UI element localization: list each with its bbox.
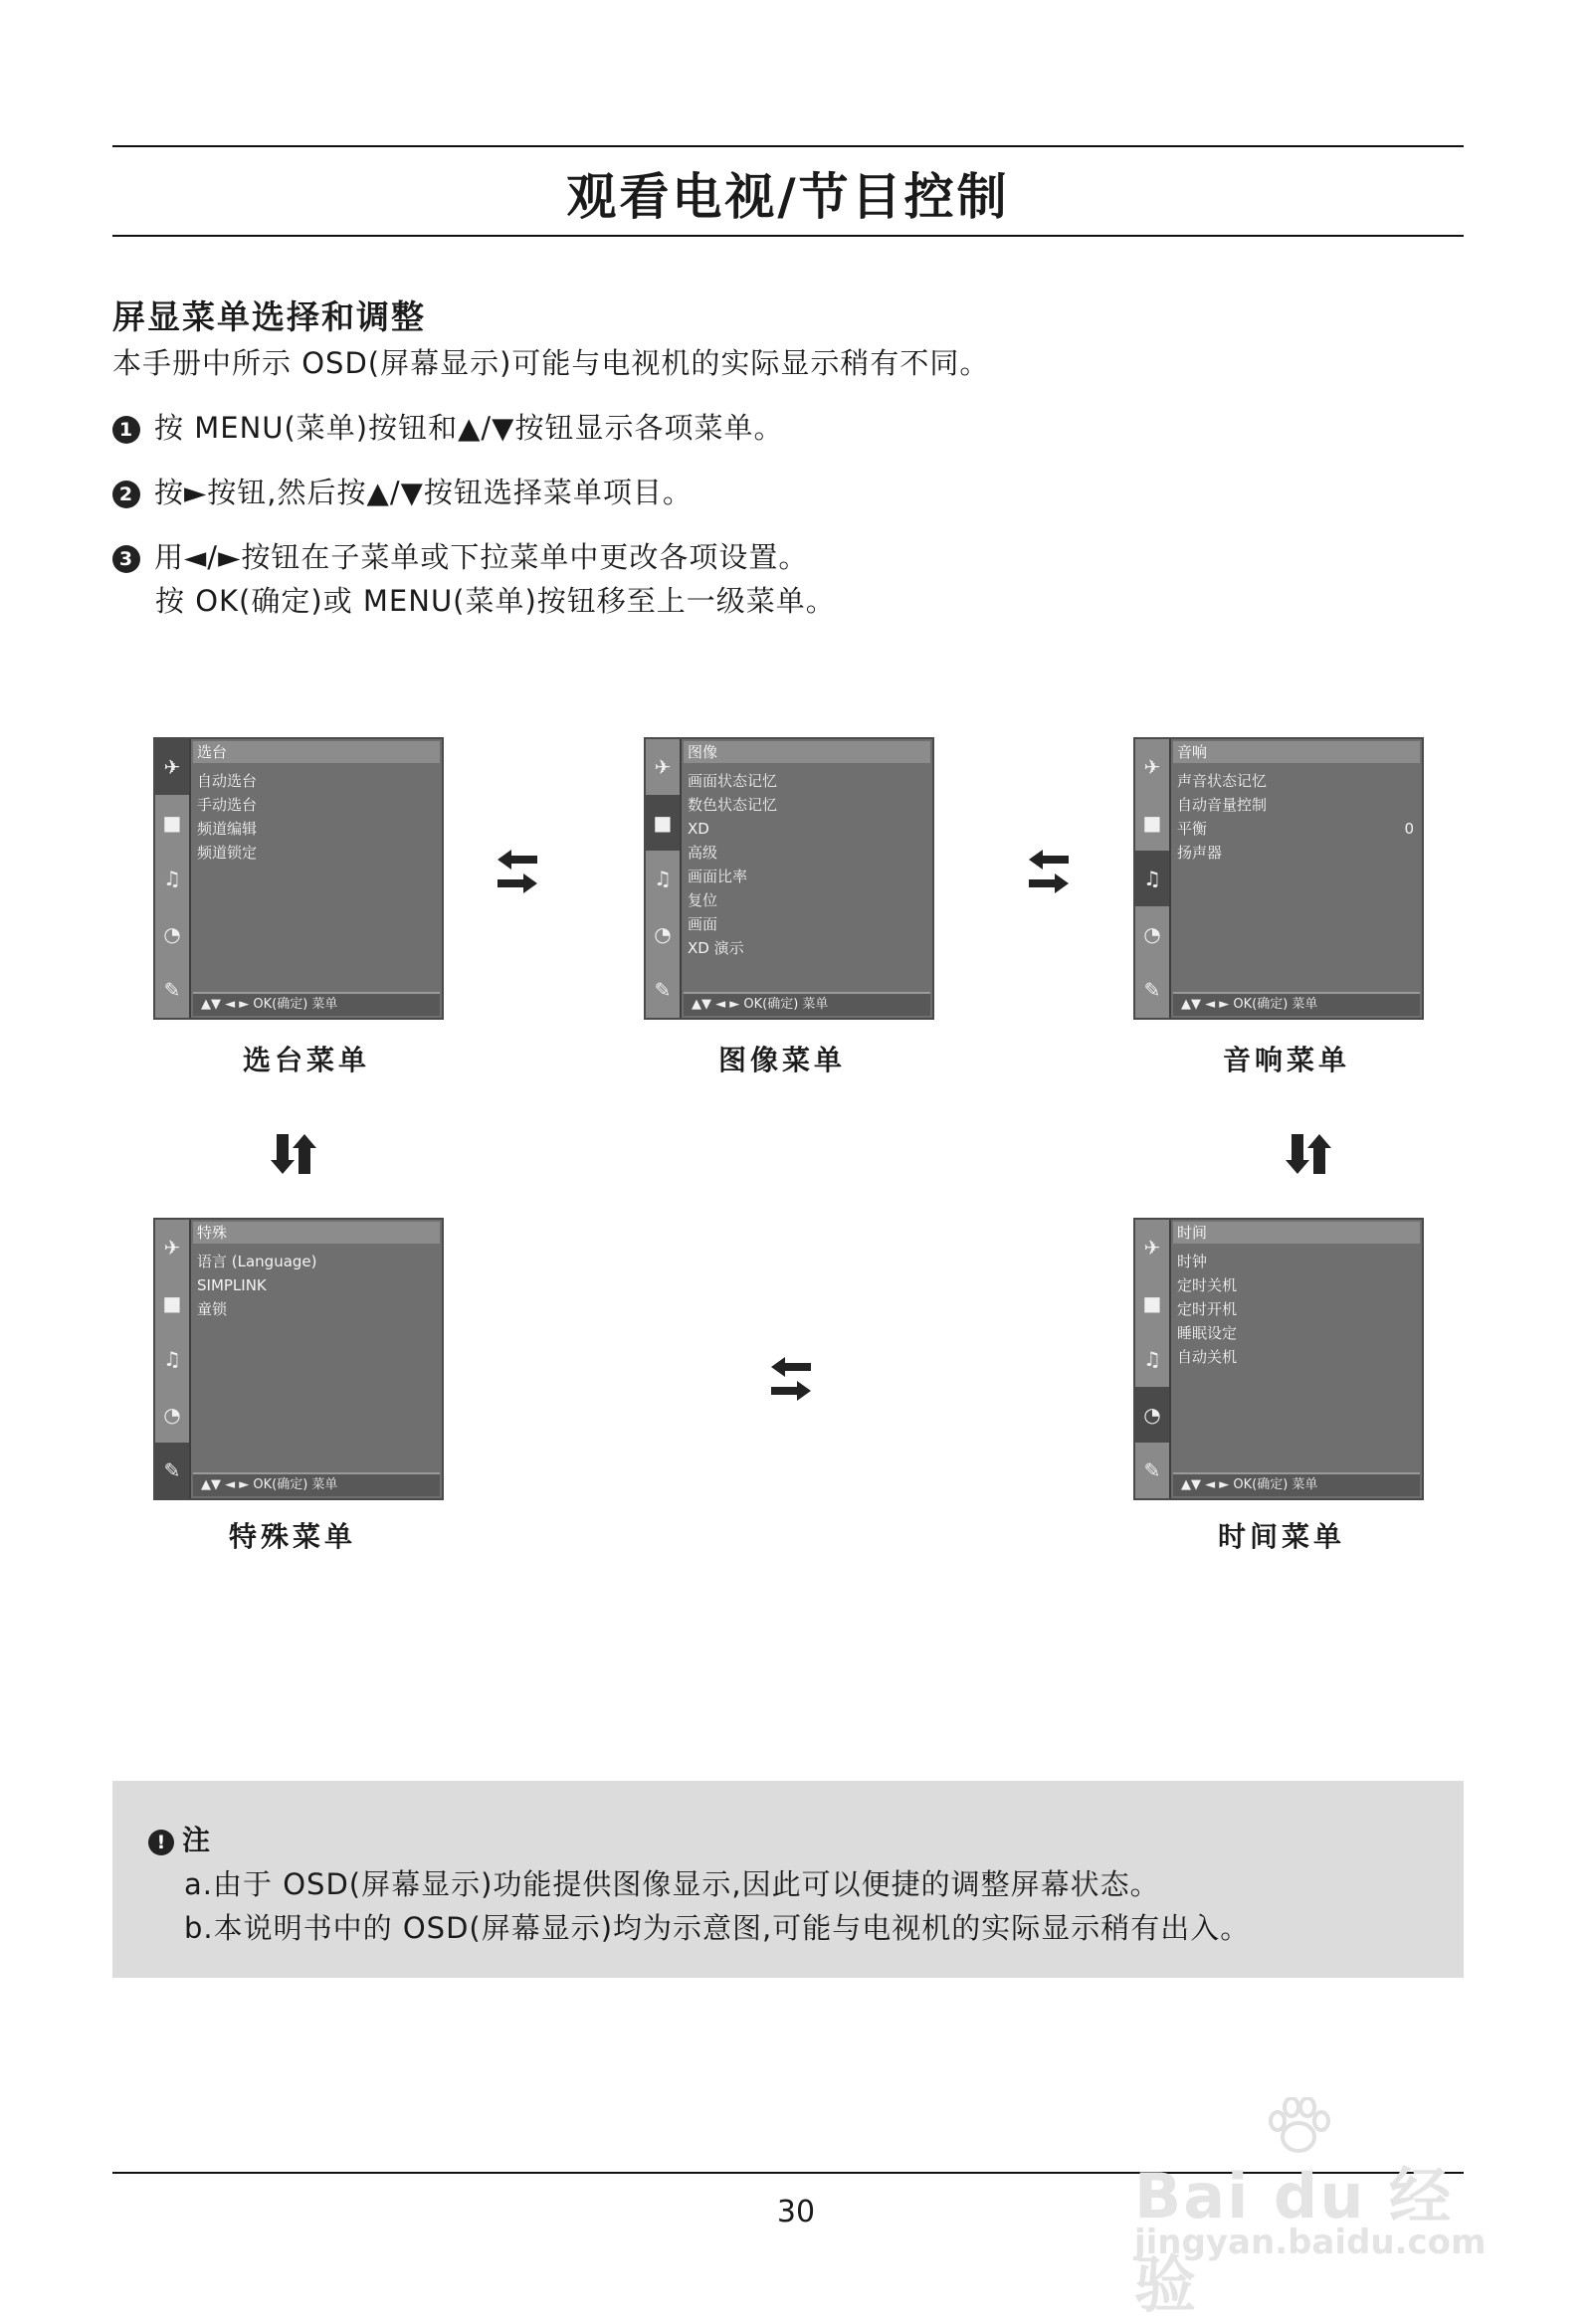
step-text: 用◄/►按钮在子菜单或下拉菜单中更改各项设置。 (154, 540, 809, 574)
menu-item: 睡眠设定 (1177, 1324, 1238, 1342)
menu-footer: ▲▼ ◄ ► OK(确定) 菜单 (193, 1472, 440, 1496)
note-box (112, 1781, 1464, 1978)
option-menu-caption: 特殊菜单 (228, 1520, 356, 1553)
watermark-brand: Bai du 经验 (1134, 2160, 1454, 2321)
menu-item: 自动关机 (1177, 1348, 1238, 1366)
step-3-continued: 按 OK(确定)或 MENU(菜单)按钮移至上一级菜单。 (155, 584, 836, 618)
baidu-watermark (1114, 2097, 1512, 2321)
menu-item: 声音状态记忆 (1177, 772, 1268, 790)
satellite-dish-icon: ✈ (1143, 1236, 1161, 1259)
wrench-icon: ✎ (654, 978, 672, 1002)
setup-menu-screen (153, 737, 444, 1020)
menu-item: 时钟 (1177, 1253, 1208, 1270)
clock-icon: ◔ (163, 922, 181, 946)
swap-arrows-icon (1029, 850, 1069, 893)
top-rule (112, 145, 1464, 147)
clock-icon: ◔ (163, 1403, 181, 1427)
menu-item: 复位 (688, 891, 718, 909)
wrench-icon: ✎ (1143, 1458, 1161, 1482)
menu-item: 手动选台 (197, 796, 258, 814)
satellite-dish-icon: ✈ (1143, 755, 1161, 779)
menu-item: 频道编辑 (197, 820, 258, 838)
menu-item: 童锁 (197, 1300, 228, 1318)
step-1 (112, 406, 784, 447)
speaker-icon: ♫ (1143, 1347, 1161, 1371)
satellite-dish-icon: ✈ (163, 1236, 181, 1259)
note-heading (148, 1819, 210, 1858)
menu-icon-rail (1135, 739, 1171, 1018)
screen-icon: ■ (162, 1291, 182, 1315)
menu-icon-rail (646, 739, 682, 1018)
menu-item: 定时开机 (1177, 1300, 1238, 1318)
wrench-icon: ✎ (1143, 978, 1161, 1002)
speaker-icon: ♫ (1135, 851, 1169, 906)
intro-text: 本手册中所示 OSD(屏幕显示)可能与电视机的实际显示稍有不同。 (112, 346, 990, 380)
menu-footer: ▲▼ ◄ ► OK(确定) 菜单 (1173, 1472, 1420, 1496)
menu-item: 频道锁定 (197, 844, 258, 862)
screen-icon: ■ (646, 795, 680, 851)
balance-value: 0 (1404, 820, 1414, 838)
clock-icon: ◔ (1135, 1387, 1169, 1443)
time-menu-screen (1133, 1218, 1424, 1500)
menu-item: 数色状态记忆 (688, 796, 778, 814)
screen-icon: ■ (1142, 1291, 1162, 1315)
section-heading: 屏显菜单选择和调整 (112, 297, 426, 336)
step-2 (112, 471, 693, 511)
menu-item: 自动选台 (197, 772, 258, 790)
audio-menu-screen (1133, 737, 1424, 1020)
swap-arrows-icon (771, 1357, 811, 1401)
up-down-arrows-icon (1286, 1134, 1331, 1174)
menu-item: 画面比率 (688, 868, 748, 885)
speaker-icon: ♫ (163, 1347, 181, 1371)
time-menu-caption: 时间菜单 (1217, 1520, 1345, 1553)
menu-item: SIMPLINK (197, 1276, 267, 1294)
menu-item: XD 演示 (688, 939, 744, 957)
menu-item: 自动音量控制 (1177, 796, 1268, 814)
menu-item: 画面状态记忆 (688, 772, 778, 790)
speaker-icon: ♫ (654, 867, 672, 890)
step-number: 2 (112, 481, 140, 508)
clock-icon: ◔ (654, 922, 672, 946)
menu-item: 定时关机 (1177, 1276, 1238, 1294)
menu-title: 特殊 (193, 1222, 440, 1244)
screen-icon: ■ (1142, 811, 1162, 835)
note-line-b: b.本说明书中的 OSD(屏幕显示)均为示意图,可能与电视机的实际显示稍有出入。 (184, 1911, 1251, 1945)
menu-icon-rail (155, 1220, 191, 1498)
menu-title: 图像 (684, 741, 930, 763)
wrench-icon: ✎ (155, 1443, 189, 1498)
step-text: 按►按钮,然后按▲/▼按钮选择菜单项目。 (154, 476, 693, 509)
note-line-a: a.由于 OSD(屏幕显示)功能提供图像显示,因此可以便捷的调整屏幕状态。 (184, 1867, 1160, 1901)
menu-icon-rail (155, 739, 191, 1018)
audio-menu-caption: 音响菜单 (1222, 1044, 1350, 1076)
menu-icon-rail (1135, 1220, 1171, 1498)
menu-title: 时间 (1173, 1222, 1420, 1244)
picture-menu-screen (644, 737, 934, 1020)
picture-menu-caption: 图像菜单 (717, 1044, 846, 1076)
menu-item-label: 平衡 (1177, 820, 1208, 838)
menu-footer: ▲▼ ◄ ► OK(确定) 菜单 (1173, 992, 1420, 1016)
menu-item-balance (1177, 817, 1416, 841)
page-title: 观看电视/节目控制 (566, 168, 1010, 226)
up-down-arrows-icon (271, 1134, 316, 1174)
clock-icon: ◔ (1143, 922, 1161, 946)
title-underline (112, 235, 1464, 237)
menu-item: 画面 (688, 915, 718, 933)
satellite-dish-icon: ✈ (155, 739, 189, 795)
watermark-url: jingyan.baidu.com (1134, 2223, 1487, 2262)
step-3 (112, 535, 808, 576)
setup-menu-caption: 选台菜单 (242, 1044, 370, 1076)
note-heading-text: 注 (182, 1824, 211, 1856)
menu-footer: ▲▼ ◄ ► OK(确定) 菜单 (193, 992, 440, 1016)
swap-arrows-icon (498, 850, 537, 893)
menu-item: 高级 (688, 844, 718, 862)
menu-title: 选台 (193, 741, 440, 763)
speaker-icon: ♫ (163, 867, 181, 890)
menu-footer: ▲▼ ◄ ► OK(确定) 菜单 (684, 992, 930, 1016)
menu-item: 扬声器 (1177, 844, 1223, 862)
step-number: 3 (112, 545, 140, 573)
menu-item: 语言 (Language) (197, 1253, 317, 1270)
menu-item: XD (688, 820, 709, 838)
screen-icon: ■ (162, 811, 182, 835)
exclamation-icon: ! (148, 1830, 174, 1855)
satellite-dish-icon: ✈ (654, 755, 672, 779)
page-number: 30 (776, 2195, 816, 2229)
step-number: 1 (112, 416, 140, 444)
wrench-icon: ✎ (163, 978, 181, 1002)
step-text: 按 MENU(菜单)按钮和▲/▼按钮显示各项菜单。 (154, 411, 784, 445)
menu-title: 音响 (1173, 741, 1420, 763)
option-menu-screen (153, 1218, 444, 1500)
